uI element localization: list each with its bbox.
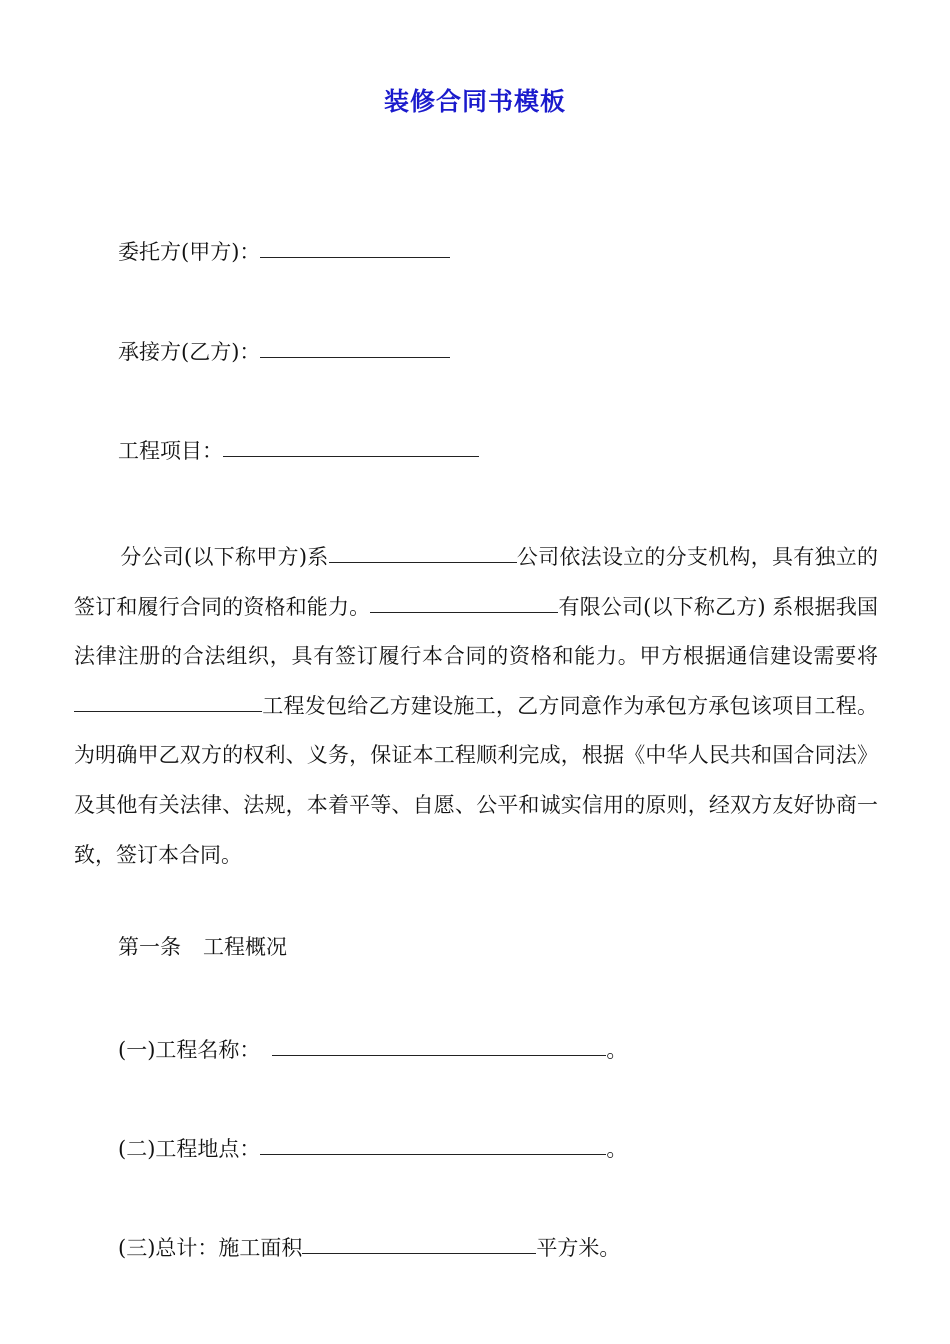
project-blank[interactable] — [223, 434, 479, 457]
project-name-field[interactable] — [272, 1033, 606, 1056]
client-label: 委托方(甲方)： — [118, 240, 261, 264]
contractor-label: 承接方(乙方)： — [118, 340, 261, 364]
item-2-period: 。 — [606, 1137, 628, 1161]
client-blank[interactable] — [260, 235, 450, 258]
item-1-label: (一)工程名称： — [118, 1038, 261, 1062]
item-1-period: 。 — [606, 1038, 628, 1062]
intro-paragraph — [74, 533, 878, 880]
contractor-blank[interactable] — [260, 335, 450, 358]
article-1-number: 第一条 — [118, 935, 181, 959]
intro-s3: 有限公司(以下称乙方) 系根据我国法律注册的合法组织，具有签订履行本合同的资格和能力。甲方根据通信建设需要将 — [74, 594, 879, 669]
party-b-company-blank[interactable] — [370, 590, 558, 613]
article-1-title: 工程概况 — [203, 935, 287, 959]
item-total-area — [118, 1232, 620, 1263]
document-title — [0, 82, 950, 118]
intro-s2: 公司依法设立的分支机构，具有独立的签订和履行合同的资格和能力。 — [74, 545, 879, 619]
project-name-blank[interactable] — [74, 689, 262, 712]
item-3-unit: 平方米。 — [536, 1236, 621, 1260]
intro-s4: 工程发包给乙方建设施工，乙方同意作为承包方承包该项目工程。为明确甲乙双方的权利、义务，保证本工程顺利完成，根据《中华人民共和国合同法》及其他有关法律、法规，本着平等、自愿、公平和诚实信用的原则，经双方友好协商一致，签订本合同。 — [74, 693, 878, 867]
item-project-location — [118, 1133, 627, 1164]
project-location-field[interactable] — [260, 1132, 606, 1155]
contractor-line — [118, 336, 450, 367]
client-line — [118, 236, 450, 267]
article-1-heading — [118, 932, 287, 962]
company-blank[interactable] — [329, 540, 517, 563]
item-project-name — [118, 1034, 627, 1065]
item-3-label: (三)总计：施工面积 — [118, 1236, 303, 1260]
project-line — [118, 435, 479, 466]
intro-s1: 分公司(以下称甲方)系 — [120, 545, 329, 569]
item-2-label: (二)工程地点： — [118, 1137, 261, 1161]
project-label: 工程项目： — [118, 439, 223, 463]
area-field[interactable] — [302, 1231, 536, 1254]
title-text: 装修合同书模板 — [383, 87, 566, 116]
